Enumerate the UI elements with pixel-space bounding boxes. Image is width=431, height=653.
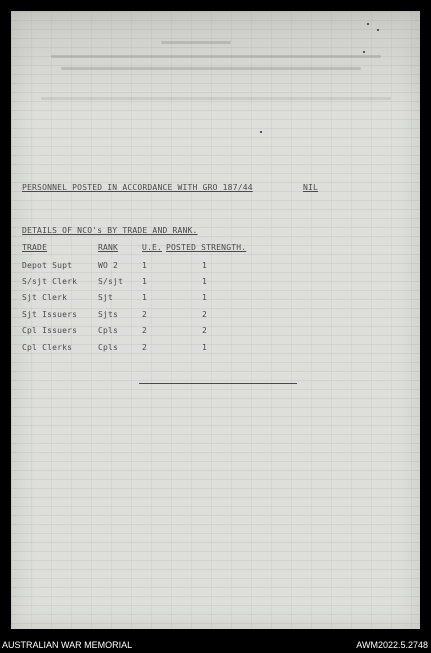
cell-trade: Sjt Issuers	[22, 310, 78, 319]
cell-ue: 1	[142, 277, 148, 286]
cell-strength: 2	[202, 310, 208, 319]
details-heading: DETAILS OF NCO's BY TRADE AND RANK.	[22, 226, 198, 235]
paper-mark	[260, 131, 262, 133]
col-trade-header: TRADE	[22, 243, 48, 252]
cell-ue: 1	[142, 261, 148, 270]
show-through-area	[11, 11, 420, 116]
cell-ue: 2	[142, 326, 148, 335]
col-ue-header: U.E.	[142, 243, 163, 252]
footer-institution: AUSTRALIAN WAR MEMORIAL	[2, 640, 133, 650]
cell-strength: 1	[202, 277, 208, 286]
cell-ue: 1	[142, 293, 148, 302]
cell-trade: Depot Supt	[22, 261, 73, 270]
cell-rank: WO 2	[98, 261, 119, 270]
posted-heading: PERSONNEL POSTED IN ACCORDANCE WITH GRO 187/44	[22, 183, 253, 192]
cell-strength: 1	[202, 261, 208, 270]
cell-rank: Sjt	[98, 293, 114, 302]
cell-trade: S/sjt Clerk	[22, 277, 78, 286]
col-rank-header: RANK	[98, 243, 119, 252]
posted-value: NIL	[303, 183, 319, 192]
cell-rank: Cpls	[98, 326, 119, 335]
cell-strength: 1	[202, 343, 208, 352]
cell-rank: Sjts	[98, 310, 119, 319]
cell-strength: 1	[202, 293, 208, 302]
footer-reference: AWM2022.5.2748	[356, 640, 428, 650]
cell-rank: Cpls	[98, 343, 119, 352]
cell-ue: 2	[142, 310, 148, 319]
show-through-text	[161, 41, 231, 44]
show-through-text	[51, 55, 381, 58]
show-through-text	[61, 67, 361, 70]
cell-strength: 2	[202, 326, 208, 335]
paper-mark	[363, 51, 365, 53]
cell-ue: 2	[142, 343, 148, 352]
col-strength-header: POSTED STRENGTH.	[166, 243, 247, 252]
cell-trade: Cpl Issuers	[22, 326, 78, 335]
cell-trade: Cpl Clerks	[22, 343, 73, 352]
cell-trade: Sjt Clerk	[22, 293, 68, 302]
paper-mark	[367, 23, 369, 25]
cell-rank: S/sjt	[98, 277, 124, 286]
signature-line	[139, 383, 297, 384]
paper-mark	[377, 29, 379, 31]
show-through-text	[41, 97, 391, 100]
document-page	[11, 11, 420, 629]
